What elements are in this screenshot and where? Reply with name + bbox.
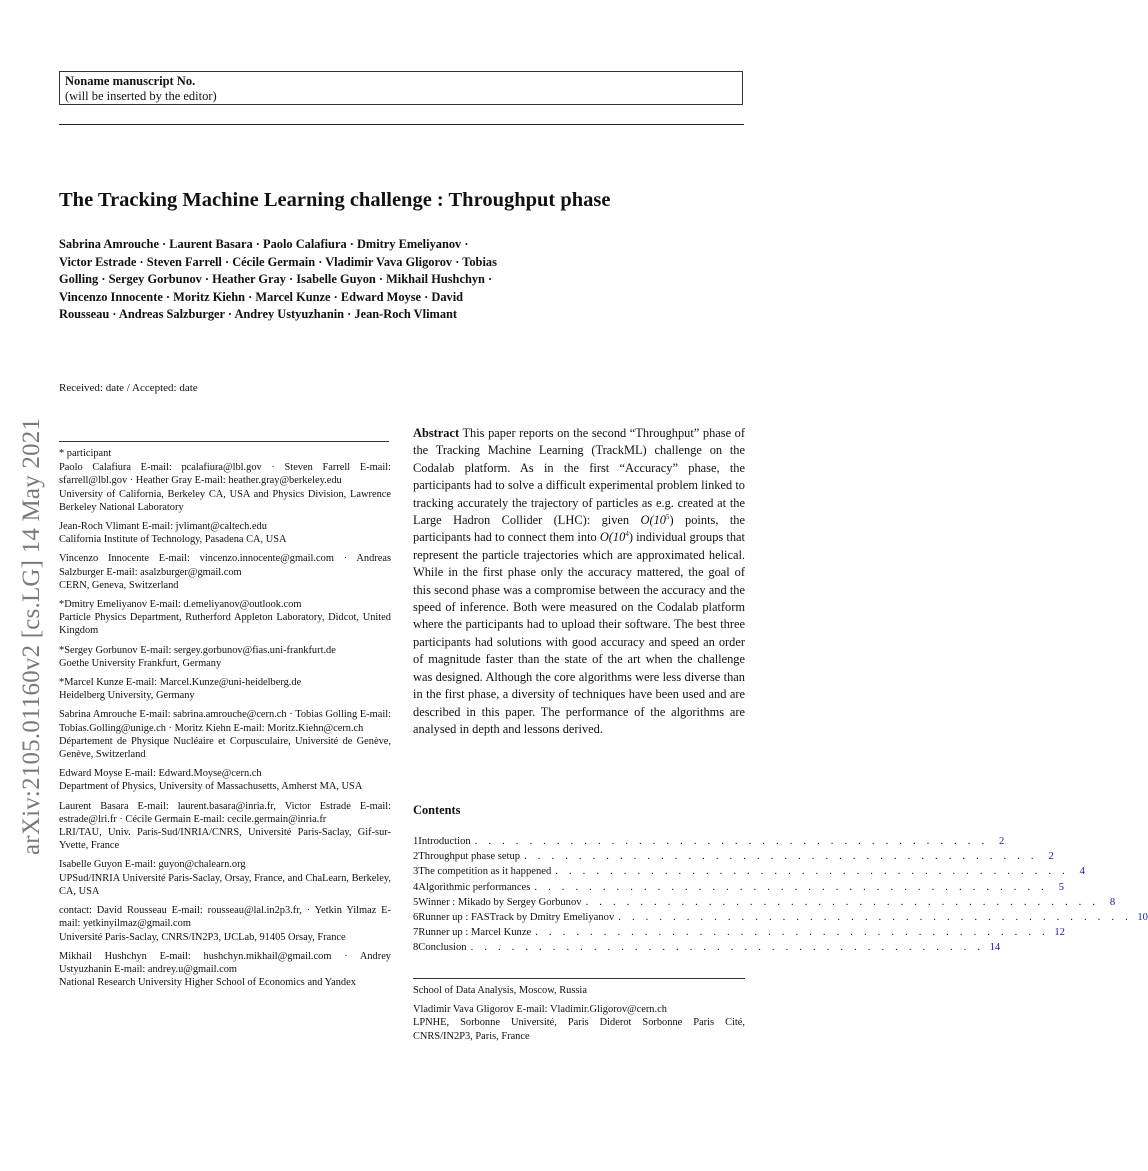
arxiv-stamp: arXiv:2105.01160v2 [cs.LG] 14 May 2021 bbox=[18, 417, 45, 855]
toc-leader: . . . . . . . . . . . . . . . . . . . . . . . . . . . . . . . . . . . . . . bbox=[555, 866, 1069, 878]
footnote-contact: Mikhail Hushchyn E-mail: hushchyn.mikhail@gmail.com · Andrey Ustyuzhanin E-mail: andrey.u@gmail.com bbox=[59, 950, 391, 975]
abstract bbox=[413, 425, 745, 738]
toc-number: 3 bbox=[413, 866, 419, 878]
toc-leader: . . . . . . . . . . . . . . . . . . . . . . . . . . . . . . . . . . . . . . bbox=[535, 927, 1049, 939]
footnote-block bbox=[59, 447, 391, 995]
toc-leader: . . . . . . . . . . . . . . . . . . . . . . . . . . . . . . . . . . . . . . bbox=[470, 942, 985, 954]
footnote-contact: Edward Moyse E-mail: Edward.Moyse@cern.ch bbox=[59, 768, 262, 780]
footnote-affiliation: Department of Physics, University of Massachusetts, Amherst MA, USA bbox=[59, 781, 363, 793]
footnote-contact: Jean-Roch Vlimant E-mail: jvlimant@caltech.edu bbox=[59, 521, 267, 533]
footnote-entry bbox=[59, 904, 391, 944]
toc-title: Introduction bbox=[418, 836, 471, 847]
author-list bbox=[59, 236, 559, 324]
header-rule bbox=[59, 124, 744, 125]
footnote-contact: Paolo Calafiura E-mail: pcalafiura@lbl.gov · Steven Farrell E-mail: sfarrell@lbl.gov · Heather Gray E-mail: heather.gray@berkeley.edu bbox=[59, 462, 391, 487]
footnote-affiliation: LPNHE, Sorbonne Université, Paris Diderot Sorbonne Paris Cité, CNRS/IN2P3, Paris, France bbox=[413, 1017, 745, 1042]
footnote-contact: Laurent Basara E-mail: laurent.basara@inria.fr, Victor Estrade E-mail: estrade@lri.fr · Cécile Germain E-mail: cecile.germain@inria.fr bbox=[59, 800, 391, 825]
editor-box bbox=[59, 71, 743, 105]
toc-leader: . . . . . . . . . . . . . . . . . . . . . . . . . . . . . . . . . . . . . . bbox=[474, 836, 989, 847]
toc-page-link[interactable]: 10 bbox=[1137, 911, 1148, 923]
footnote-entry bbox=[59, 644, 391, 670]
toc-page-link[interactable]: 5 bbox=[1058, 881, 1065, 893]
toc-page-link[interactable]: 2 bbox=[999, 836, 1005, 847]
footnote-affiliation: Particle Physics Department, Rutherford Appleton Laboratory, Didcot, United Kingdom bbox=[59, 612, 391, 637]
math-order: O(10 bbox=[599, 530, 626, 545]
footnote-affiliation: Département de Physique Nucléaire et Corpusculaire, Université de Genève, Genève, Switzerland bbox=[59, 735, 391, 761]
paper-title: The Tracking Machine Learning challenge : Throughput phase bbox=[59, 189, 611, 211]
toc-leader: . . . . . . . . . . . . . . . . . . . . . . . . . . . . . . . . . . . . . . bbox=[534, 881, 1049, 893]
toc-title: Runner up : FASTrack by Dmitry Emeliyanov bbox=[418, 911, 615, 923]
manuscript-number: Noname manuscript No. bbox=[65, 74, 196, 88]
toc-entry[interactable] bbox=[413, 834, 1005, 849]
abstract-label: Abstract bbox=[413, 426, 460, 440]
footnote-entry bbox=[59, 858, 391, 898]
math-order: O(10 bbox=[640, 513, 666, 528]
footnote-affiliation: Université Paris-Saclay, CNRS/IN2P3, IJCLab, 91405 Orsay, France bbox=[59, 931, 346, 943]
footnote-rule-right bbox=[413, 978, 745, 979]
toc-title: Runner up : Marcel Kunze bbox=[418, 927, 532, 939]
footnote-contact: *Marcel Kunze E-mail: Marcel.Kunze@uni-heidelberg.de bbox=[59, 677, 302, 689]
toc-page-link[interactable]: 4 bbox=[1079, 866, 1085, 878]
editor-note: (will be inserted by the editor) bbox=[65, 89, 217, 103]
footnote-affiliation: UPSud/INRIA Université Paris-Saclay, Orsay, France, and ChaLearn, Berkeley, CA, USA bbox=[59, 872, 391, 897]
footnote-entry bbox=[59, 552, 391, 592]
author-line: Victor Estrade · Steven Farrell · Cécile Germain · Vladimir Vava Gligorov · Tobias bbox=[59, 254, 497, 269]
footnote-contact: *Dmitry Emeliyanov E-mail: d.emeliyanov@outlook.com bbox=[59, 599, 302, 611]
toc-number: 2 bbox=[413, 851, 419, 863]
footnote-contact: Isabelle Guyon E-mail: guyon@chalearn.org bbox=[59, 859, 246, 871]
toc-title: Conclusion bbox=[418, 942, 467, 954]
footnote-contact: *Sergey Gorbunov E-mail: sergey.gorbunov@fias.uni-frankfurt.de bbox=[59, 644, 336, 656]
footnote-entry bbox=[59, 708, 391, 761]
contents-heading: Contents bbox=[413, 803, 461, 817]
toc-page-link[interactable]: 12 bbox=[1054, 927, 1065, 939]
toc-leader: . . . . . . . . . . . . . . . . . . . . . . . . . . . . . . . . . . . . . . bbox=[524, 851, 1038, 863]
footnote-affiliation: LRI/TAU, Univ. Paris-Sud/INRIA/CNRS, Université Paris-Saclay, Gif-sur-Yvette, France bbox=[59, 827, 391, 852]
footnote-affiliation: California Institute of Technology, Pasadena CA, USA bbox=[59, 534, 287, 546]
toc-number: 8 bbox=[413, 942, 419, 954]
math-exponent: 5 bbox=[666, 512, 670, 521]
footnote-entry bbox=[59, 800, 391, 853]
toc-entry[interactable] bbox=[413, 925, 1065, 940]
footnote-affiliation: CERN, Geneva, Switzerland bbox=[59, 579, 179, 591]
footnote-entry bbox=[59, 767, 391, 793]
received-date: Received: date / Accepted: date bbox=[59, 382, 198, 394]
toc-entry[interactable] bbox=[413, 849, 1054, 864]
footnote-contact: * participant bbox=[59, 448, 112, 459]
footnote-contact: Sabrina Amrouche E-mail: sabrina.amrouche@cern.ch · Tobias Golling E-mail: Tobias.Golling@unige.ch · Moritz Kiehn E-mail: Moritz.Kiehn@cern.ch bbox=[59, 709, 391, 734]
toc-entry[interactable] bbox=[413, 895, 1116, 910]
footnote-entry bbox=[59, 598, 391, 638]
toc-leader: . . . . . . . . . . . . . . . . . . . . . . . . . . . . . . . . . . . . . . bbox=[618, 911, 1132, 923]
abstract-text: This paper reports on the second “Throughput” phase of the Tracking Machine Learning (TrackML) challenge on the Codalab platform. As in the first “Accuracy” phase, the participants had to solve a difficult experimental problem linked to tracking accurately the trajectory of particles as e.g. created at the Large Hadron Collider (LHC): given bbox=[413, 426, 745, 528]
toc-entry[interactable] bbox=[413, 940, 1001, 955]
toc-entry[interactable] bbox=[413, 880, 1065, 895]
toc-title: Algorithmic performances bbox=[418, 881, 531, 893]
footnote-affiliation: University of California, Berkeley CA, USA and Physics Division, Lawrence Berkeley National Laboratory bbox=[59, 488, 391, 513]
toc-page-link[interactable]: 8 bbox=[1109, 896, 1116, 908]
footnote-affiliation: National Research University Higher School of Economics and Yandex bbox=[59, 977, 356, 989]
author-line: Rousseau · Andreas Salzburger · Andrey Ustyuzhanin · Jean-Roch Vlimant bbox=[59, 307, 458, 321]
footnote-entry bbox=[59, 950, 391, 990]
toc-entry[interactable] bbox=[413, 864, 1085, 879]
footnote-entry bbox=[59, 447, 391, 460]
toc-number: 5 bbox=[413, 896, 419, 908]
author-line: Vincenzo Innocente · Moritz Kiehn · Marcel Kunze · Edward Moyse · David bbox=[59, 289, 464, 304]
author-line: Golling · Sergey Gorbunov · Heather Gray · Isabelle Guyon · Mikhail Hushchyn · bbox=[59, 272, 493, 286]
footnote-entry bbox=[59, 676, 391, 702]
footnote-contact: Vladimir Vava Gligorov E-mail: Vladimir.Gligorov@cern.ch bbox=[413, 1004, 667, 1016]
footnote-contact: School of Data Analysis, Moscow, Russia bbox=[413, 985, 587, 996]
footnote-affiliation: Goethe University Frankfurt, Germany bbox=[59, 657, 222, 669]
table-of-contents bbox=[413, 834, 1148, 956]
toc-title: Winner : Mikado by Sergey Gorbunov bbox=[418, 896, 582, 908]
footnote-affiliation: Heidelberg University, Germany bbox=[59, 690, 195, 702]
footnote-entry bbox=[59, 461, 391, 514]
footnote-entry bbox=[413, 1003, 745, 1043]
footnote-entry bbox=[413, 984, 745, 997]
toc-number: 6 bbox=[413, 911, 419, 923]
toc-page-link[interactable]: 2 bbox=[1048, 851, 1054, 863]
footnote-contact: Vincenzo Innocente E-mail: vincenzo.innocente@gmail.com · Andreas Salzburger E-mail: asalzburger@gmail.com bbox=[59, 553, 391, 578]
toc-title: Throughput phase setup bbox=[418, 851, 521, 863]
toc-title: The competition as it happened bbox=[418, 866, 552, 878]
math-exponent: 4 bbox=[625, 530, 629, 539]
author-line: Sabrina Amrouche · Laurent Basara · Paolo Calafiura · Dmitry Emeliyanov · bbox=[59, 237, 469, 251]
toc-entry[interactable] bbox=[413, 910, 1148, 925]
toc-page-link[interactable]: 14 bbox=[989, 942, 1001, 954]
abstract-text: ) points, the participants had to connect them into bbox=[413, 513, 745, 545]
toc-number: 4 bbox=[413, 881, 419, 893]
footnote-block-right bbox=[413, 984, 745, 1049]
footnote-rule bbox=[59, 441, 389, 442]
toc-leader: . . . . . . . . . . . . . . . . . . . . . . . . . . . . . . . . . . . . . . bbox=[585, 896, 1100, 908]
footnote-entry bbox=[59, 520, 391, 546]
footnote-contact: contact: David Rousseau E-mail: rousseau@lal.in2p3.fr, · Yetkin Yilmaz E-mail: yetkinyilmaz@gmail.com bbox=[59, 905, 391, 930]
toc-number: 7 bbox=[413, 927, 419, 939]
abstract-text: ) individual groups that represent the particle trajectories which are approximated helical. While in the first phase only the accuracy mattered, the goal of this second phase was a compromise between the accuracy and the speed of inference. Both were measured on the Codalab platform where the participants had to upload their software. The best three participants had solutions with good accuracy and speed an order of magnitude faster than the state of the art when the challenge was designed. Although the core algorithms were less diverse than in the first phase, a diversity of techniques have been used and are described in this paper. The performance of the algorithms are analysed in depth and lessons derived. bbox=[413, 530, 745, 736]
toc-number: 1 bbox=[413, 836, 419, 847]
